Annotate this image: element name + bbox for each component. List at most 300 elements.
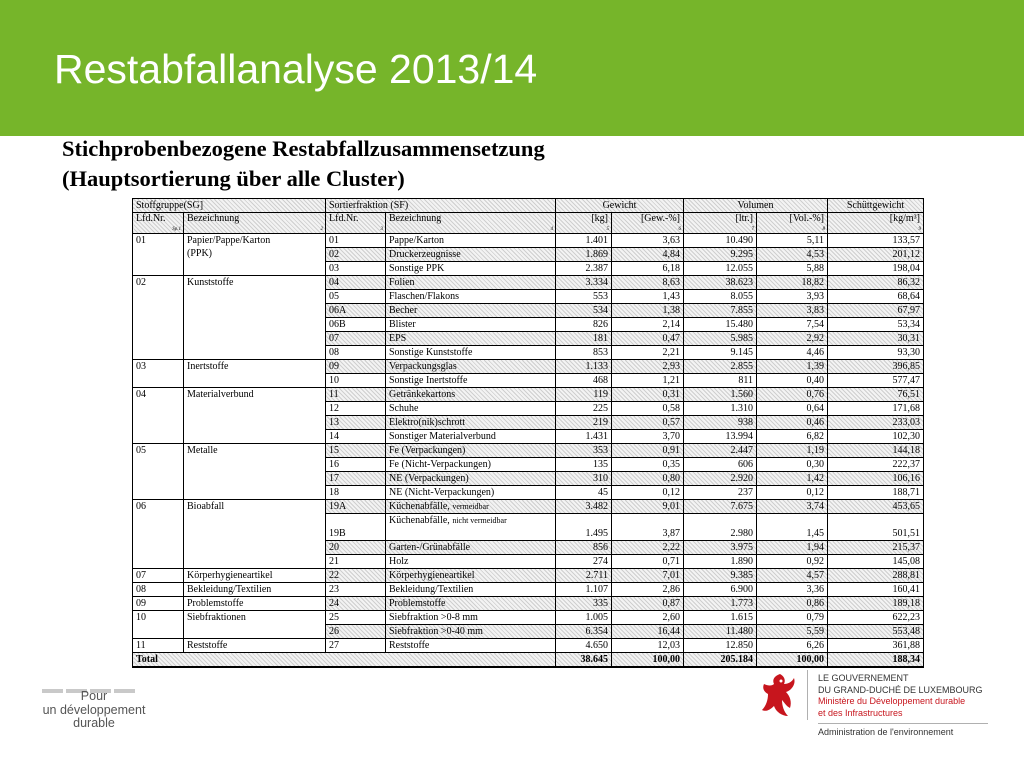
column-header-label: [Gew.-%] [640,213,681,224]
fraction-name [386,318,556,332]
fraction-name-text: Becher [389,305,418,316]
total-vol: 100,00 [757,653,828,668]
administration-label: Administration de l'environnement [818,727,954,737]
fraction-name-text: Reststoffe [389,640,430,651]
value-vol: 0,40 [757,374,828,388]
total-label: Total [133,653,556,668]
value-ltr: 2.980 [684,514,757,541]
value-vol: 0,64 [757,402,828,416]
value-vol: 1,94 [757,541,828,555]
value-vol: 5,59 [757,625,828,639]
value-gew: 0,47 [612,332,684,346]
group-name [184,360,326,388]
value-ltr: 606 [684,458,757,472]
value-vol: 3,83 [757,304,828,318]
value-kg: 534 [556,304,612,318]
fraction-name [386,290,556,304]
value-gew: 2,21 [612,346,684,360]
fraction-name-text: NE (Nicht-Verpackungen) [389,487,495,498]
value-gew: 0,57 [612,416,684,430]
fraction-number: 06B [326,318,386,332]
fraction-name [386,472,556,486]
column-number: 4 [550,227,553,232]
value-ltr: 811 [684,374,757,388]
column-header-label: Bezeichnung [389,213,442,224]
table-row [133,639,924,653]
fraction-number: 22 [326,569,386,583]
value-ltr: 38.623 [684,276,757,290]
table-row [133,360,924,374]
fraction-number: 12 [326,402,386,416]
value-ltr: 9.385 [684,569,757,583]
group-number: 09 [133,597,184,611]
group-number: 03 [133,360,184,388]
value-kgm3: 215,37 [828,541,924,555]
value-vol: 1,42 [757,472,828,486]
fraction-name [386,514,556,541]
value-ltr: 9.295 [684,248,757,262]
group-name-text: Reststoffe [187,640,228,651]
fraction-number: 11 [326,388,386,402]
value-gew: 3,87 [612,514,684,541]
fraction-note: vermeidbar [452,502,489,511]
value-kgm3: 106,16 [828,472,924,486]
fraction-name [386,611,556,625]
group-name-text: Inertstoffe [187,361,229,372]
fraction-name-text: Bekleidung/Textilien [389,584,474,595]
column-header-label: [kg] [591,213,608,224]
fraction-name-text: EPS [389,333,407,344]
value-ltr: 1.310 [684,402,757,416]
group-number: 02 [133,276,184,360]
fraction-name-text: Siebfraktion >0-8 mm [389,612,478,623]
fraction-name-text: Holz [389,556,409,567]
fraction-number: 16 [326,458,386,472]
value-vol: 1,19 [757,444,828,458]
column-number: Sp.1 [172,227,181,232]
fraction-name-text: Folien [389,277,415,288]
value-vol: 0,92 [757,555,828,569]
header-volumen: Volumen [684,199,828,213]
group-name [184,388,326,444]
value-vol: 3,36 [757,583,828,597]
column-header-label: Lfd.Nr. [329,213,359,224]
fraction-name [386,416,556,430]
value-kg: 2.387 [556,262,612,276]
value-kgm3: 188,71 [828,486,924,500]
total-kgm3: 188,34 [828,653,924,668]
value-gew: 2,14 [612,318,684,332]
fraction-name-text: NE (Verpackungen) [389,473,469,484]
value-vol: 3,93 [757,290,828,304]
fraction-name [386,248,556,262]
fraction-name [386,402,556,416]
value-vol: 4,53 [757,248,828,262]
value-kg: 826 [556,318,612,332]
fraction-number: 10 [326,374,386,388]
value-gew: 2,93 [612,360,684,374]
group-name [184,444,326,500]
fraction-number: 24 [326,597,386,611]
gov-line-4: et des Infrastructures [818,707,903,718]
fraction-number: 07 [326,332,386,346]
value-kgm3: 396,85 [828,360,924,374]
value-kg: 353 [556,444,612,458]
value-kg: 2.711 [556,569,612,583]
fraction-name-text: Blister [389,319,416,330]
fraction-name-text: Sonstiger Materialverbund [389,431,496,442]
subtitle-line-2: (Hauptsortierung über alle Cluster) [62,166,405,191]
value-ltr: 9.145 [684,346,757,360]
fraction-number: 17 [326,472,386,486]
fraction-name-text: Flaschen/Flakons [389,291,459,302]
fraction-name [386,360,556,374]
column-header-label: [Vol.-%] [789,213,825,224]
column-header [556,213,612,234]
fraction-name-text: Sonstige Inertstoffe [389,375,468,386]
value-kg: 1.401 [556,234,612,248]
value-ltr: 1.773 [684,597,757,611]
value-gew: 16,44 [612,625,684,639]
table-row [133,569,924,583]
footer-rule [818,723,988,724]
fraction-number: 04 [326,276,386,290]
fraction-number: 14 [326,430,386,444]
value-kgm3: 553,48 [828,625,924,639]
column-number: 8 [822,227,826,232]
value-kg: 1.133 [556,360,612,374]
value-vol: 1,45 [757,514,828,541]
group-name-cont: (PPK) [187,248,213,259]
value-kg: 181 [556,332,612,346]
fraction-name [386,304,556,318]
value-ltr: 12.055 [684,262,757,276]
gov-line-1: LE GOUVERNEMENT [818,673,909,683]
value-vol: 0,46 [757,416,828,430]
value-gew: 3,70 [612,430,684,444]
fraction-number: 18 [326,486,386,500]
value-ltr: 1.615 [684,611,757,625]
value-vol: 4,57 [757,569,828,583]
group-name [184,569,326,583]
value-ltr: 11.480 [684,625,757,639]
value-kgm3: 201,12 [828,248,924,262]
subtitle-line-1: Stichprobenbezogene Restabfallzusammensetzung [62,136,545,161]
value-ltr: 2.855 [684,360,757,374]
value-vol: 0,30 [757,458,828,472]
table-row [133,444,924,458]
fraction-name [386,388,556,402]
value-ltr: 237 [684,486,757,500]
value-kgm3: 144,18 [828,444,924,458]
value-gew: 3,63 [612,234,684,248]
value-ltr: 6.900 [684,583,757,597]
composition-table [132,198,924,668]
value-vol: 2,92 [757,332,828,346]
group-name-text: Bekleidung/Textilien [187,584,272,595]
group-name-text: Problemstoffe [187,598,244,609]
value-ltr: 2.447 [684,444,757,458]
fraction-name [386,569,556,583]
table-row [133,611,924,625]
value-kgm3: 288,81 [828,569,924,583]
value-kg: 119 [556,388,612,402]
table-row [133,500,924,514]
column-header [326,213,386,234]
value-gew: 0,31 [612,388,684,402]
value-kgm3: 145,08 [828,555,924,569]
slide-title: Restabfallanalyse 2013/14 [54,46,538,92]
value-vol: 3,74 [757,500,828,514]
column-number: 9 [918,227,922,232]
value-kgm3: 53,34 [828,318,924,332]
fraction-name-text: Garten-/Grünabfälle [389,542,471,553]
fraction-name [386,262,556,276]
fraction-number: 21 [326,555,386,569]
value-kg: 853 [556,346,612,360]
value-kg: 310 [556,472,612,486]
table-row [133,583,924,597]
slide-subtitle [62,134,545,194]
fraction-name [386,458,556,472]
total-gew: 100,00 [612,653,684,668]
value-vol: 0,79 [757,611,828,625]
title-banner [0,0,1024,136]
value-ltr: 12.850 [684,639,757,653]
fraction-name [386,444,556,458]
fraction-name-text: Problemstoffe [389,598,446,609]
fraction-name-text: Sonstige Kunststoffe [389,347,473,358]
fraction-name [386,583,556,597]
fraction-number: 06A [326,304,386,318]
value-kgm3: 102,30 [828,430,924,444]
tagline-line-1: Pour [80,689,108,703]
fraction-number: 01 [326,234,386,248]
gov-line-3: Ministère du Développement durable [818,696,966,706]
footer-divider [807,670,808,720]
value-gew: 4,84 [612,248,684,262]
value-kg: 1.869 [556,248,612,262]
value-gew: 9,01 [612,500,684,514]
fraction-name-text: Verpackungsglas [389,361,457,372]
value-kg: 225 [556,402,612,416]
group-number: 05 [133,444,184,500]
value-kgm3: 453,65 [828,500,924,514]
value-gew: 0,35 [612,458,684,472]
value-kgm3: 86,32 [828,276,924,290]
value-ltr: 1.890 [684,555,757,569]
value-kgm3: 222,37 [828,458,924,472]
total-ltr: 205.184 [684,653,757,668]
fraction-name-text: Küchenabfälle, [389,501,450,512]
value-ltr: 13.994 [684,430,757,444]
fraction-name [386,541,556,555]
value-kg: 1.107 [556,583,612,597]
fraction-name-text: Druckerzeugnisse [389,249,461,260]
value-kgm3: 622,23 [828,611,924,625]
value-gew: 8,63 [612,276,684,290]
group-name-text: Siebfraktionen [187,612,246,623]
fraction-name-text: Getränkekartons [389,389,456,400]
column-header [612,213,684,234]
value-kgm3: 171,68 [828,402,924,416]
fraction-number: 15 [326,444,386,458]
value-kg: 135 [556,458,612,472]
fraction-name-text: Fe (Nicht-Verpackungen) [389,459,491,470]
fraction-name [386,639,556,653]
value-kg: 1.431 [556,430,612,444]
value-kg: 6.354 [556,625,612,639]
group-name-text: Kunststoffe [187,277,234,288]
value-kgm3: 501,51 [828,514,924,541]
value-vol: 5,11 [757,234,828,248]
value-ltr: 1.560 [684,388,757,402]
gov-line-2: DU GRAND-DUCHÉ DE LUXEMBOURG [818,684,983,695]
group-name-text: Papier/Pappe/Karton [187,235,271,246]
tagline-line-2: un développement [42,702,146,717]
sustainable-development-tagline [42,690,146,731]
value-gew: 0,80 [612,472,684,486]
group-number: 08 [133,583,184,597]
group-name [184,611,326,639]
group-name-text: Bioabfall [187,501,225,512]
group-name [184,583,326,597]
column-header-label: [kg/m³] [889,213,921,224]
value-gew: 0,12 [612,486,684,500]
fraction-number: 19B [326,514,386,541]
group-number: 07 [133,569,184,583]
group-number: 06 [133,500,184,569]
header-schuettgewicht: Schüttgewicht [828,199,924,213]
value-gew: 0,91 [612,444,684,458]
value-ltr: 7.675 [684,500,757,514]
group-name [184,597,326,611]
total-kg: 38.645 [556,653,612,668]
fraction-name-text: Schuhe [389,403,419,414]
value-kg: 1.495 [556,514,612,541]
value-vol: 18,82 [757,276,828,290]
group-name-text: Körperhygieneartikel [187,570,273,581]
value-gew: 2,86 [612,583,684,597]
fraction-name [386,276,556,290]
value-ltr: 938 [684,416,757,430]
fraction-name [386,500,556,514]
value-kg: 274 [556,555,612,569]
fraction-name-text: Fe (Verpackungen) [389,445,466,456]
fraction-name [386,597,556,611]
column-header-label: [ltr.] [735,213,754,224]
value-kgm3: 30,31 [828,332,924,346]
fraction-number: 02 [326,248,386,262]
group-header-row [133,199,924,213]
value-ltr: 15.480 [684,318,757,332]
group-number: 10 [133,611,184,639]
value-vol: 4,46 [757,346,828,360]
composition-table-wrapper [132,198,924,668]
value-vol: 6,82 [757,430,828,444]
header-gewicht: Gewicht [556,199,684,213]
value-gew: 7,01 [612,569,684,583]
fraction-name-text: Körperhygieneartikel [389,570,475,581]
value-vol: 6,26 [757,639,828,653]
value-gew: 1,38 [612,304,684,318]
fraction-number: 05 [326,290,386,304]
luxembourg-lion-icon [758,670,802,720]
tagline-line-3: durable [73,716,115,730]
group-name [184,500,326,569]
value-kgm3: 361,88 [828,639,924,653]
value-kg: 856 [556,541,612,555]
column-header-row [133,213,924,234]
fraction-number: 08 [326,346,386,360]
value-ltr: 7.855 [684,304,757,318]
group-name-text: Materialverbund [187,389,254,400]
fraction-name-text: Pappe/Karton [389,235,444,246]
value-gew: 12,03 [612,639,684,653]
value-kgm3: 133,57 [828,234,924,248]
value-kg: 4.650 [556,639,612,653]
table-row [133,276,924,290]
value-gew: 1,43 [612,290,684,304]
fraction-name [386,346,556,360]
value-vol: 0,76 [757,388,828,402]
fraction-number: 13 [326,416,386,430]
value-kgm3: 67,97 [828,304,924,318]
fraction-name [386,486,556,500]
value-kgm3: 68,64 [828,290,924,304]
value-kgm3: 233,03 [828,416,924,430]
column-header-label: Bezeichnung [187,213,240,224]
header-stoffgruppe: Stoffgruppe(SG] [133,199,326,213]
fraction-number: 27 [326,639,386,653]
fraction-number: 20 [326,541,386,555]
fraction-name [386,625,556,639]
fraction-number: 25 [326,611,386,625]
column-header [133,213,184,234]
column-number: 3 [380,227,383,232]
value-kgm3: 198,04 [828,262,924,276]
value-ltr: 5.985 [684,332,757,346]
value-kgm3: 160,41 [828,583,924,597]
fraction-number: 09 [326,360,386,374]
value-gew: 2,60 [612,611,684,625]
group-number: 01 [133,234,184,276]
value-kg: 3.334 [556,276,612,290]
value-ltr: 8.055 [684,290,757,304]
fraction-number: 23 [326,583,386,597]
fraction-name [386,374,556,388]
value-kg: 468 [556,374,612,388]
table-row [133,234,924,248]
value-vol: 5,88 [757,262,828,276]
column-number: 7 [751,227,755,232]
value-kg: 45 [556,486,612,500]
value-ltr: 10.490 [684,234,757,248]
value-kg: 219 [556,416,612,430]
fraction-name-text: Küchenabfälle, [389,515,450,526]
column-header [184,213,326,234]
group-name-text: Metalle [187,445,218,456]
group-name [184,234,326,276]
fraction-note: nicht vermeidbar [452,516,507,525]
group-name [184,639,326,653]
value-gew: 1,21 [612,374,684,388]
column-number: 6 [678,227,682,232]
value-kgm3: 577,47 [828,374,924,388]
column-header [757,213,828,234]
value-gew: 0,58 [612,402,684,416]
column-number: 2 [320,227,323,232]
